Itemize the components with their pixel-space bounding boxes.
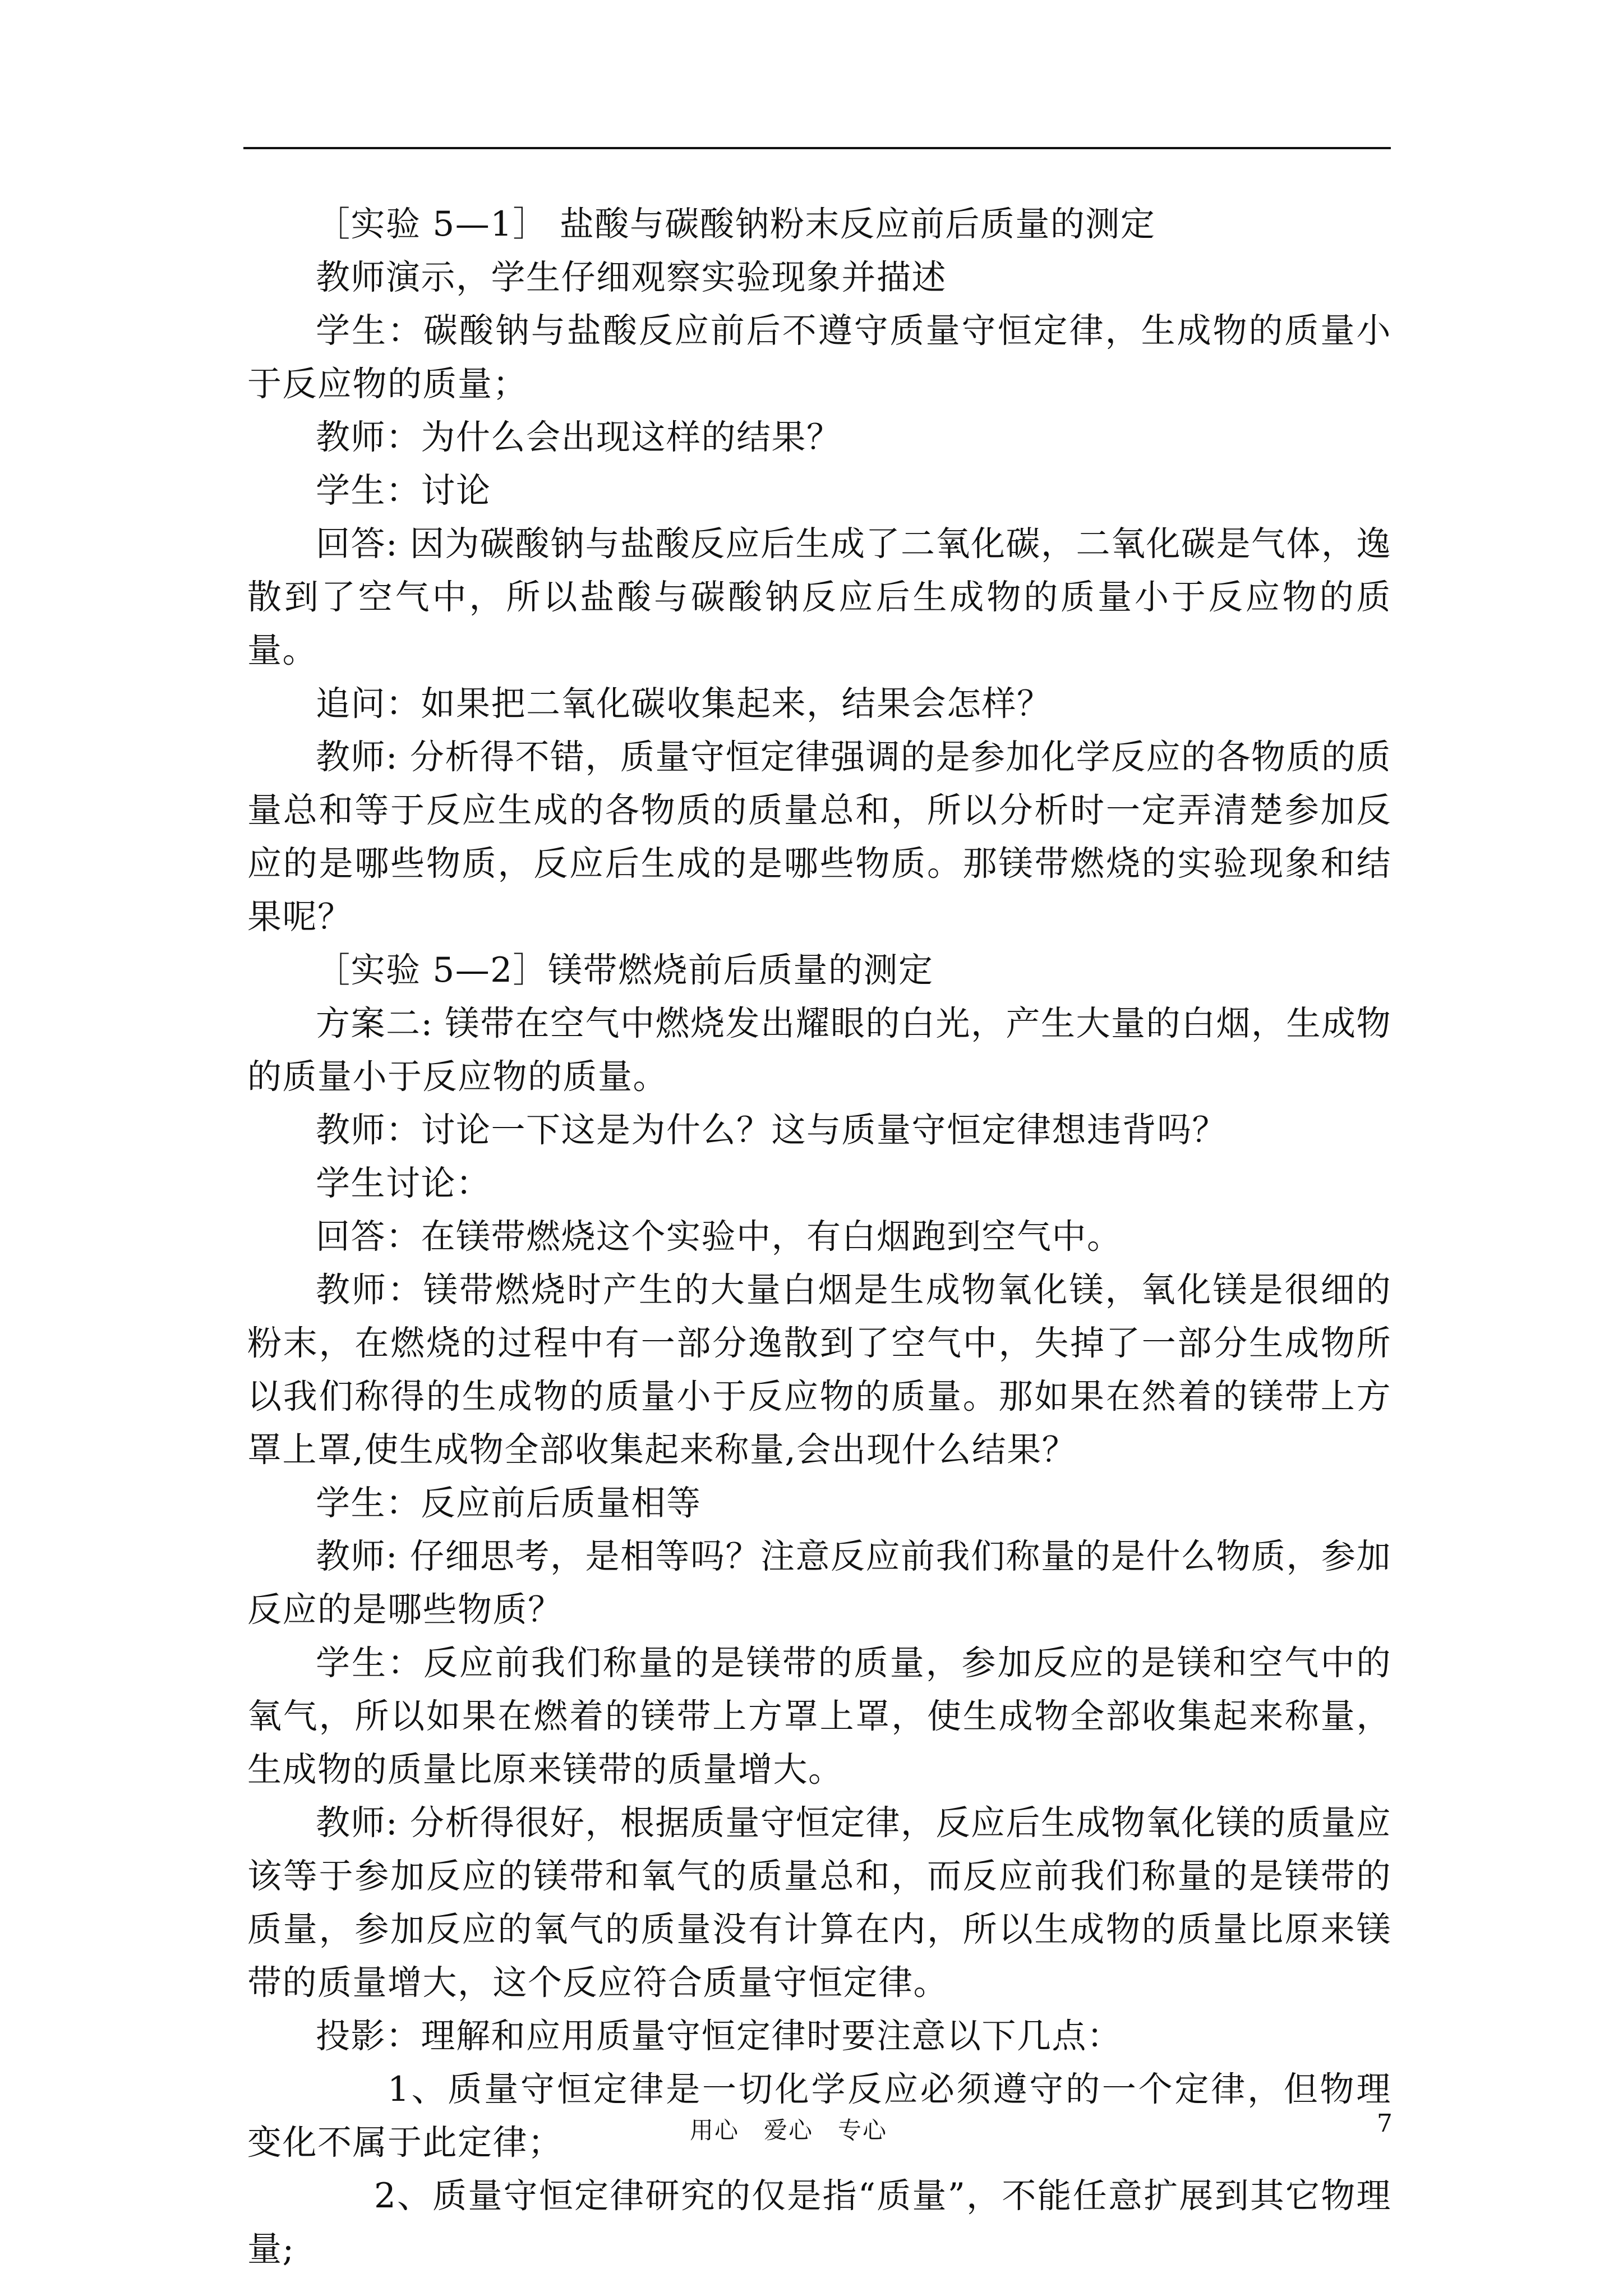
- paragraph: 教师：讨论一下这是为什么？这与质量守恒定律想违背吗？: [316, 1110, 1228, 1150]
- paragraph: 学生：反应前我们称量的是镁带的质量，参加反应的是镁和空气中的氧气，所以如果在燃着的镁带上方罩上罩，使生成物全部收集起来称量，生成物的质量比原来镁带的质量增大。: [247, 1643, 1391, 1789]
- paragraph: 投影：理解和应用质量守恒定律时要注意以下几点：: [316, 2016, 1122, 2056]
- numbered-point: 1、质量守恒定律是一切化学反应必须遵守的一个定律，但物理变化不属于此定律；: [247, 2069, 1391, 2162]
- paragraph: 教师: 分析得很好，根据质量守恒定律，反应后生成物氧化镁的质量应该等于参加反应的镁带和氧气的质量总和，而反应前我们称量的是镁带的质量，参加反应的氧气的质量没有计算在内，所以生成物的质量比原来镁带的质量增大，这个反应符合质量守恒定律。: [247, 1803, 1391, 2003]
- paragraph: 教师: 分析得不错，质量守恒定律强调的是参加化学反应的各物质的质量总和等于反应生成的各物质的质量总和，所以分析时一定弄清楚参加反应的是哪些物质，反应后生成的是哪些物质。那镁带燃烧的实验现象和结果呢？: [247, 737, 1391, 937]
- paragraph: ［实验 5—2］镁带燃烧前后质量的测定: [316, 950, 934, 990]
- header-rule: [243, 147, 1391, 149]
- page-number: 7: [1377, 2109, 1393, 2138]
- paragraph: 回答: 因为碳酸钠与盐酸反应后生成了二氧化碳，二氧化碳是气体，逸散到了空气中，所以盐酸与碳酸钠反应后生成物的质量小于反应物的质量。: [247, 524, 1391, 670]
- paragraph: 教师演示，学生仔细观察实验现象并描述: [316, 257, 947, 297]
- paragraph: 学生：碳酸钠与盐酸反应前后不遵守质量守恒定律，生成物的质量小于反应物的质量；: [247, 311, 1391, 404]
- paragraph: 教师: 仔细思考，是相等吗？注意反应前我们称量的是什么物质，参加反应的是哪些物质？: [247, 1536, 1391, 1630]
- paragraph: 追问：如果把二氧化碳收集起来，结果会怎样？: [316, 684, 1052, 724]
- document-body: [247, 197, 1391, 2276]
- paragraph: 方案二: 镁带在空气中燃烧发出耀眼的白光，产生大量的白烟，生成物的质量小于反应物的质量。: [247, 1004, 1391, 1097]
- paragraph: 学生讨论：: [316, 1163, 491, 1203]
- numbered-point: 2、质量守恒定律研究的仅是指“质量”，不能任意扩展到其它物理量;: [247, 2176, 1391, 2269]
- paragraph: 回答：在镁带燃烧这个实验中，有白烟跑到空气中。: [316, 1217, 1122, 1257]
- footer-slogan: 用心 爱心 专心: [690, 2116, 888, 2144]
- paragraph: 学生：讨论: [316, 471, 491, 510]
- paragraph: 学生：反应前后质量相等: [316, 1483, 702, 1523]
- paragraph: 教师：为什么会出现这样的结果？: [316, 417, 842, 457]
- paragraph: ［实验 5—1］ 盐酸与碳酸钠粉末反应前后质量的测定: [316, 204, 1156, 244]
- paragraph: 教师：镁带燃烧时产生的大量白烟是生成物氧化镁，氧化镁是很细的粉末，在燃烧的过程中有一部分逸散到了空气中，失掉了一部分生成物所以我们称得的生成物的质量小于反应物的质量。那如果在然着的镁带上方罩上罩,使生成物全部收集起来称量,会出现什么结果？: [247, 1270, 1391, 1470]
